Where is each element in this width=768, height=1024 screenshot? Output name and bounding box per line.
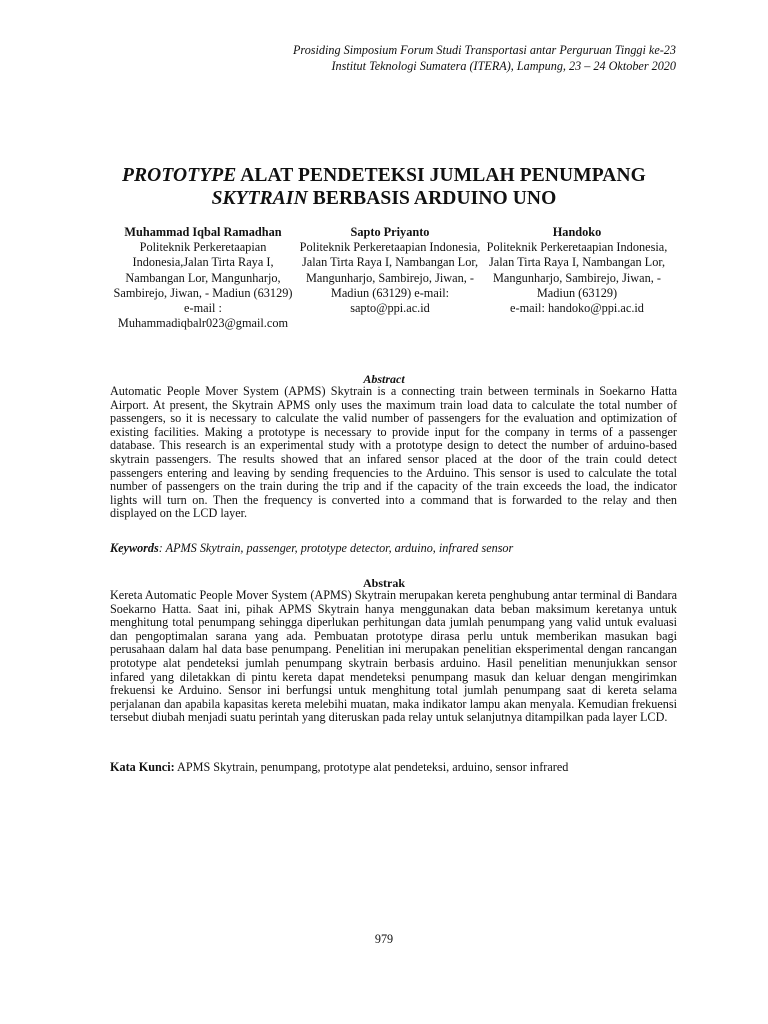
abstract-text: Automatic People Mover System (APMS) Skytrain is a connecting train between terminals in Soekarno Hatta Airport. At present, the Skytrain APMS only uses the maximum train load data to calculate the total number of passengers, so it is necessary to calculate the valid number of passengers for the evaluation and optimization of existing facilities. Making a prototype is necessary to provide input for the company in terms of a passenger database. This research is an experimental study with a prototype design to detect the number of arduino-based skytrain passengers. The results showed that an infared sensor placed at the door of the train could detect passengers entering and leaving by sending frequencies to the Arduino. This sensor is used to calculate the total number of passengers on the train during the trip and if the capacity of the train exceeds the load, the indicator lights will turn on. Then the frequency is converted into a command that is forwarded to the relay and then displayed on the LCD layer. [110,384,677,521]
kata-kunci [110,760,677,775]
header-line-2: Institut Teknologi Sumatera (ITERA), Lampung, 23 – 24 Oktober 2020 [331,59,676,73]
author-2 [297,225,483,331]
author-email-line [484,301,670,316]
author-email: Muhammadiqbalr023@gmail.com [117,316,289,331]
author-name: Sapto Priyanto [350,225,430,239]
author-1 [110,225,296,331]
keywords-label: Keywords [110,541,159,555]
page-number: 979 [374,932,394,946]
author-affiliation: Politeknik Perkeretaapian Indonesia, Jalan Tirta Raya I, Nambangan Lor, Mangunharjo, Sambirejo, Jiwan, - Madiun (63129) e-mail: [299,240,481,300]
paper-title [0,164,768,210]
author-email: handoko@ppi.ac.id [547,301,644,316]
title-line-2-rest: BERBASIS ARDUINO UNO [307,188,557,209]
kata-kunci-text: APMS Skytrain, penumpang, prototype alat pendeteksi, arduino, sensor infrared [174,760,569,774]
author-email-label: e-mail: [510,301,548,316]
title-line-1 [0,164,768,187]
keywords-text: : APMS Skytrain, passenger, prototype detector, arduino, infrared sensor [158,541,514,555]
title-line-1-italic: PROTOTYPE [122,165,237,186]
keywords [110,541,677,556]
abstrak-heading: Abstrak [362,576,405,590]
abstrak-text: Kereta Automatic People Mover System (APMS) Skytrain merupakan kereta penghubung antar terminal di Bandara Soekarno Hatta. Saat ini, pihak APMS Skytrain hanya menggunakan data beban maksimum keretanya untuk menghitung total penumpang sehingga diperlukan perhitungan data jumlah penumpang yang valid untuk evaluasi dan pengoptimalan sarana yang ada. Pembuatan prototype dirasa perlu untuk memberikan masukan bagi perusahaan dalam hal data base penumpang. Penelitian ini merupakan penelitian eksperimental dengan rancangan prototype alat pendeteksi jumlah penumpang skytrain berbasis arduino. Hasil penelitian menunjukkan sensor infared yang diletakkan di pintu kereta dapat mendeteksi penumpang masuk dan keluar dengan mengirimkan frekuensi ke Arduino. Sensor ini berfungsi untuk menghitung total jumlah penumpang saat di kereta selama perjalanan dan apabila kapasitas kereta melebihi muatan, maka indikator lampu akan menyala. Kemudian frekuensi tersebut diubah menjadi suatu perintah yang diteruskan pada relay untuk selanjutnya ditampilkan pada layer LCD. [110,588,677,725]
author-affiliation: Politeknik Perkeretaapian Indonesia,Jalan Tirta Raya I, Nambangan Lor, Mangunharjo, Sambirejo, Jiwan, - Madiun (63129) [113,240,293,300]
title-line-2 [0,187,768,210]
author-name: Muhammad Iqbal Ramadhan [124,225,282,239]
author-email: sapto@ppi.ac.id [350,301,430,316]
author-3 [484,225,670,331]
running-header [293,42,676,74]
author-email-label: e-mail : [184,301,222,316]
title-line-1-rest: ALAT PENDETEKSI JUMLAH PENUMPANG [236,165,646,186]
author-name: Handoko [552,225,602,239]
author-affiliation: Politeknik Perkeretaapian Indonesia, Jalan Tirta Raya I, Nambangan Lor, Mangunharjo, Sambirejo, Jiwan, - Madiun (63129) [486,240,668,300]
abstract-heading: Abstract [363,372,405,386]
kata-kunci-label: Kata Kunci: [110,760,175,774]
header-line-1: Prosiding Simposium Forum Studi Transportasi antar Perguruan Tinggi ke-23 [292,43,676,57]
author-list [110,225,670,331]
title-line-2-italic: SKYTRAIN [211,188,308,209]
